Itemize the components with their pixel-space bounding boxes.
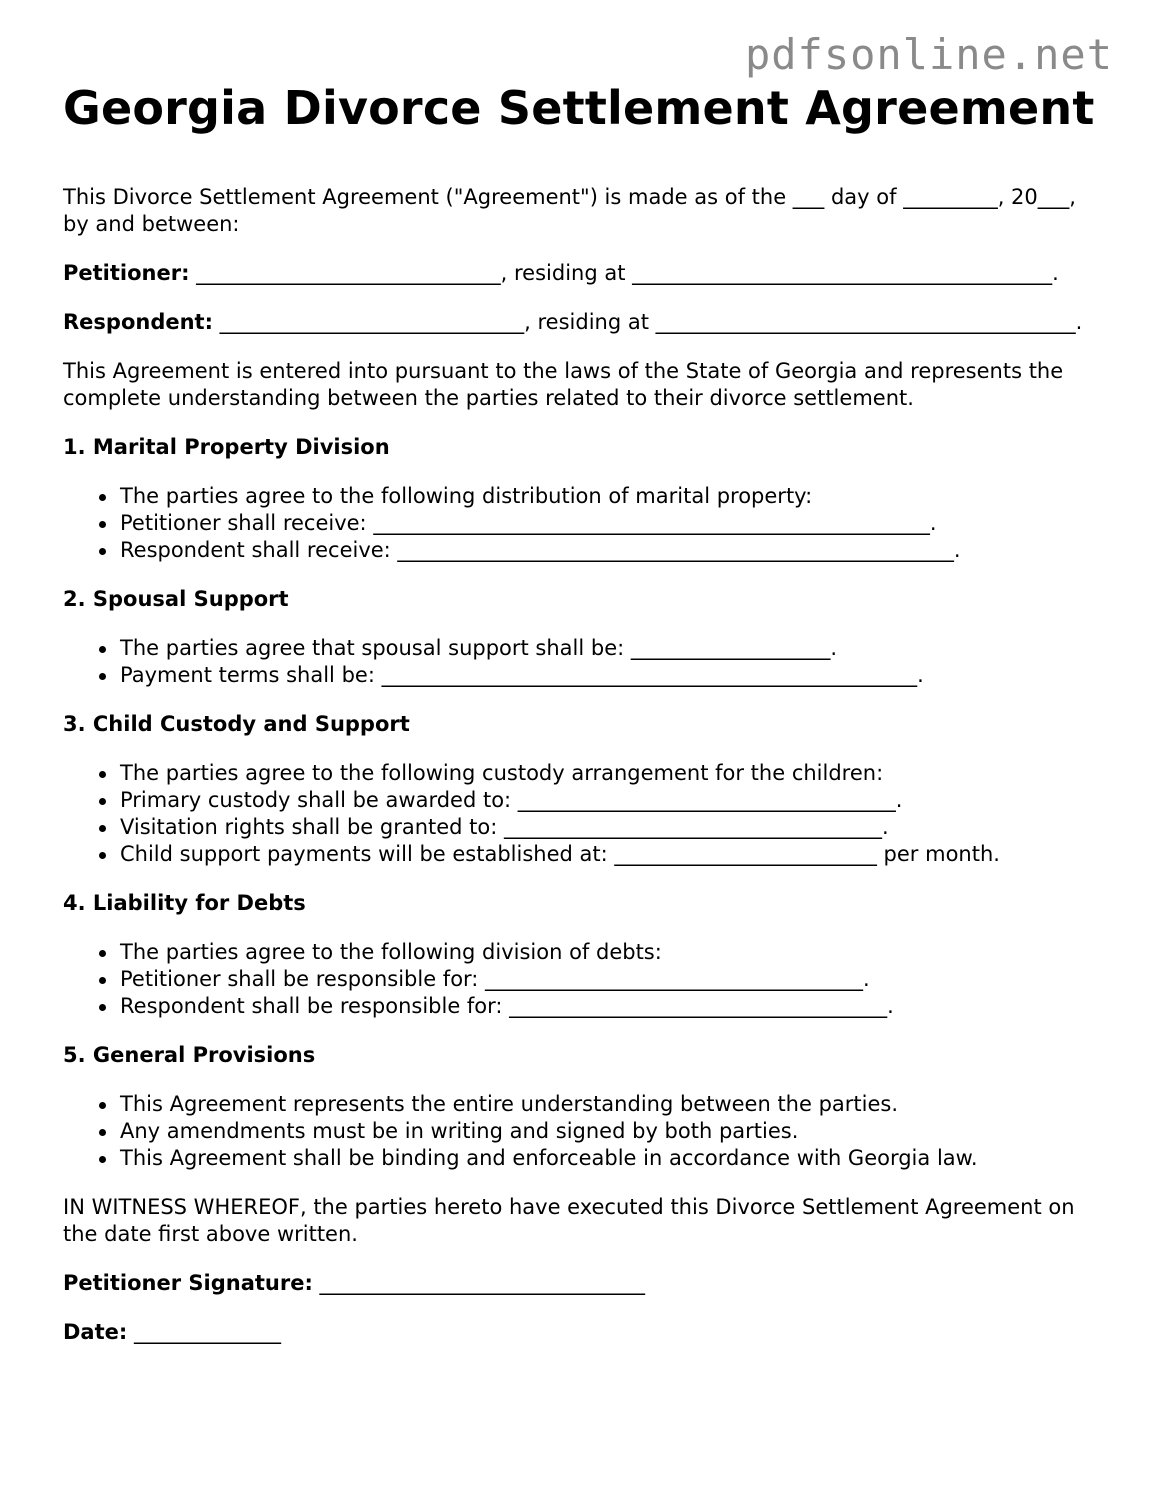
list-item: Respondent shall be responsible for: ____________________________________. (120, 993, 1103, 1020)
intro-paragraph: This Divorce Settlement Agreement ("Agreement") is made as of the ___ day of _________, 20___, by and between: (63, 185, 1076, 236)
list-item: Petitioner shall be responsible for: ____________________________________. (120, 966, 1103, 993)
signature-blank: _______________________________ (312, 1271, 646, 1295)
petitioner-blank: _____________________________, residing at ________________________________________. (189, 261, 1059, 285)
list-item: Visitation rights shall be granted to: ____________________________________. (120, 814, 1103, 841)
date-blank: ______________ (127, 1320, 281, 1344)
witness-paragraph: IN WITNESS WHEREOF, the parties hereto have executed this Divorce Settlement Agreement on the date first above written. (63, 1195, 1075, 1246)
list-item: This Agreement shall be binding and enforceable in accordance with Georgia law. (120, 1145, 1103, 1172)
bullet-list (63, 1091, 1103, 1172)
bullet-list (63, 939, 1103, 1020)
list-item: The parties agree to the following division of debts: (120, 939, 1103, 966)
watermark: pdfsonline.net (744, 30, 1113, 79)
list-item: This Agreement represents the entire understanding between the parties. (120, 1091, 1103, 1118)
respondent-blank: _____________________________, residing at ________________________________________. (212, 310, 1083, 334)
list-item: Child support payments will be established at: _________________________ per month. (120, 841, 1103, 868)
bullet-list (63, 635, 1103, 689)
date-line (63, 1319, 1103, 1346)
section-liability-debts (63, 890, 1103, 1020)
section-marital-property (63, 434, 1103, 564)
signature-label: Petitioner Signature: (63, 1271, 313, 1295)
document-page (63, 80, 1103, 1368)
list-item: Primary custody shall be awarded to: ____________________________________. (120, 787, 1103, 814)
list-item: Any amendments must be in writing and signed by both parties. (120, 1118, 1103, 1145)
section-spousal-support (63, 586, 1103, 689)
petitioner-label: Petitioner: (63, 261, 190, 285)
signature-line (63, 1270, 1103, 1297)
section-general-provisions (63, 1042, 1103, 1172)
section-heading: 4. Liability for Debts (63, 891, 306, 915)
respondent-label: Respondent: (63, 310, 213, 334)
bullet-list (63, 760, 1103, 868)
list-item: Payment terms shall be: ___________________________________________________. (120, 662, 1103, 689)
petitioner-line (63, 260, 1103, 287)
section-child-custody (63, 711, 1103, 868)
section-heading: 1. Marital Property Division (63, 435, 390, 459)
list-item: The parties agree to the following distribution of marital property: (120, 483, 1103, 510)
section-heading: 2. Spousal Support (63, 587, 289, 611)
preamble-paragraph: This Agreement is entered into pursuant to the laws of the State of Georgia and represents the complete understanding between the parties related to their divorce settlement. (63, 359, 1064, 410)
bullet-list (63, 483, 1103, 564)
respondent-line (63, 309, 1103, 336)
list-item: The parties agree that spousal support shall be: ___________________. (120, 635, 1103, 662)
date-label: Date: (63, 1320, 128, 1344)
list-item: The parties agree to the following custody arrangement for the children: (120, 760, 1103, 787)
list-item: Petitioner shall receive: _____________________________________________________. (120, 510, 1103, 537)
section-heading: 3. Child Custody and Support (63, 712, 410, 736)
document-title: Georgia Divorce Settlement Agreement (63, 81, 1095, 135)
list-item: Respondent shall receive: _____________________________________________________. (120, 537, 1103, 564)
section-heading: 5. General Provisions (63, 1043, 316, 1067)
